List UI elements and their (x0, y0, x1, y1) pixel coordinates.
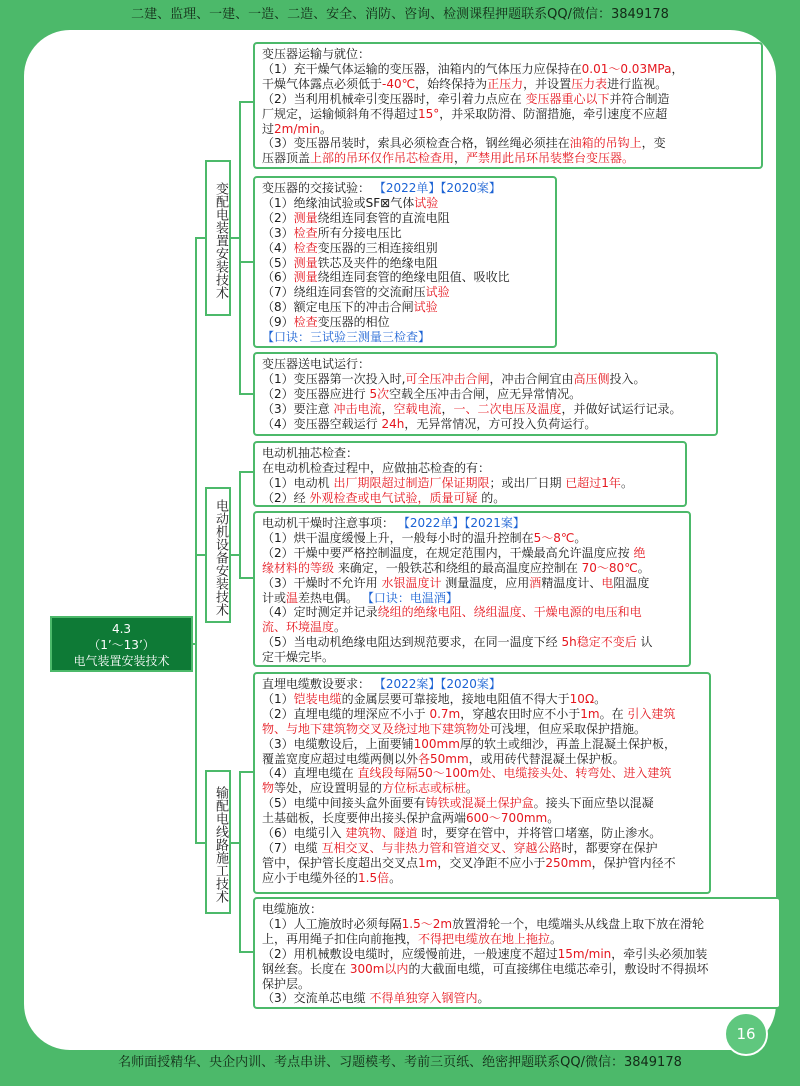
box-motor-core-inspection (253, 441, 687, 507)
note-text: （1）烘干温度缓慢上升，一般每小时的温升控制在 (262, 530, 534, 545)
note-line (262, 871, 704, 886)
note-text: （6）电缆引入 (262, 826, 346, 841)
note-text: 精温度计、 (541, 575, 602, 590)
note-text: （1）绝缘油试验或SF (262, 195, 381, 210)
box-motor-drying (253, 511, 691, 667)
note-line (262, 446, 680, 461)
note-text: （5） (262, 255, 294, 270)
highlight-text: 1m (580, 706, 600, 721)
connector-c3-b6 (231, 772, 253, 843)
note-line (262, 576, 684, 591)
note-text: （1）电动机 (262, 475, 334, 490)
box-transformer-handover-test (253, 176, 557, 348)
connector-root-c2 (196, 555, 205, 644)
highlight-text: 检查 (293, 315, 318, 330)
note-text: ， (441, 401, 454, 416)
note-text: 计或 (262, 590, 287, 605)
note-text: （7）绕组连同套管的交流耐压 (262, 285, 426, 300)
highlight-text: 100mm (413, 736, 460, 751)
highlight-text: 测量 (293, 210, 318, 225)
note-line (262, 605, 684, 620)
highlight-text: 空载电流 (393, 401, 442, 416)
highlight-text: 15m/min (557, 946, 612, 961)
note-line (262, 977, 774, 992)
note-line (262, 417, 711, 432)
note-text: ，交叉净距不应小于 (437, 855, 546, 870)
box-cable-laying (253, 897, 781, 1009)
note-text: 并符合制造 (609, 91, 670, 106)
note-line (262, 387, 711, 402)
note-line (262, 491, 680, 506)
highlight-text: 铠装电缆 (293, 691, 342, 706)
highlight-text: 物 (262, 781, 275, 796)
note-text: 压器顶盖 (262, 151, 311, 166)
note-text: （2）经 (262, 490, 310, 505)
highlight-text: 250mm (545, 855, 592, 870)
category-motor-equipment: 电动机设备安装技术 (205, 487, 231, 623)
tag-text: 【口诀：三试验三测量三检查】 (262, 330, 431, 345)
note-line (262, 707, 704, 722)
category-power-line-construction: 输配电线路施工技术 (205, 770, 231, 914)
highlight-text: 温 (286, 590, 299, 605)
highlight-text: 方位标志或标桩 (382, 781, 467, 796)
note-line (262, 516, 684, 531)
highlight-text: 试验 (413, 300, 438, 315)
highlight-text: 300m以内 (349, 961, 409, 976)
highlight-text: 各50mm (418, 751, 469, 766)
root-section-number: 4.3 (111, 622, 132, 636)
note-text: 干燥气体露点必须低于 (262, 76, 383, 91)
highlight-text: 引入建筑 (627, 706, 676, 721)
note-text: 变压器的三相连接组别 (317, 240, 438, 255)
note-text: ，变 (641, 136, 666, 151)
note-text: （7）电缆 (262, 840, 322, 855)
note-line (262, 531, 684, 546)
note-text: 的大截面电缆，可直接绑住电缆芯牵引，敷设时不得损坏 (408, 961, 709, 976)
highlight-text: 物、与地下建筑物交叉及绕过地下建筑物处 (262, 721, 491, 736)
highlight-text: 1m (418, 855, 438, 870)
note-text: （3）交流单芯电缆 (262, 991, 370, 1006)
note-text: 认 (636, 635, 653, 650)
note-text: （4） (262, 240, 294, 255)
highlight-text: 出厂期限超过制造厂保证期限 (333, 475, 490, 490)
note-line (262, 947, 774, 962)
connector-c2-b4 (231, 472, 253, 555)
root-score-range: （1’～13’） (88, 638, 155, 652)
note-text: 差热电偶。 (298, 590, 362, 605)
note-text: 。 (334, 620, 347, 635)
tag-text: 【2022案】【2020案】 (373, 677, 501, 691)
highlight-text: 流、环境温度 (262, 620, 335, 635)
root-node (50, 616, 193, 672)
note-text: 变压器的相位 (317, 315, 390, 330)
note-text: 变压器的交接试验： (262, 181, 374, 195)
highlight-text: 互相交叉、与非热力管和管道交叉、穿越公路 (321, 840, 562, 855)
note-text: 的金属层要可靠接地，接地电阻值不得大于 (341, 691, 570, 706)
note-text: 铁芯及夹件的绝缘电阻 (317, 255, 438, 270)
highlight-text: 压力表 (571, 76, 608, 91)
note-text: 时，都要穿在保护 (561, 840, 658, 855)
note-text: 。在 (599, 706, 628, 721)
highlight-text: 直线段每隔50～100m处、电缆接头处、转弯处、进入建筑 (357, 766, 672, 781)
highlight-text: 15° (418, 106, 440, 121)
highlight-text: 检查 (293, 240, 318, 255)
note-line (262, 136, 756, 151)
note-text: 厂规定，运输倾斜角不得超过 (262, 106, 419, 121)
highlight-text: 铸铁或混凝土保护盒 (425, 796, 534, 811)
highlight-text: 外观检查或电气试验，质量可疑 (309, 490, 478, 505)
note-line (262, 781, 704, 796)
note-text: ，并做好试运行记录。 (561, 401, 682, 416)
note-text: （2）干燥中要严格控制温度，在规定范围内，干燥最高允许温度应按 (262, 545, 634, 560)
root-title: 电气装置安装技术 (73, 654, 170, 668)
note-line (262, 62, 756, 77)
note-text: 等处，应设置明显的 (274, 781, 383, 796)
note-line (262, 47, 756, 62)
highlight-text: 试验 (414, 195, 439, 210)
note-text: （1）人工施放时必须每隔 (262, 916, 402, 931)
note-line (262, 811, 704, 826)
highlight-text: 5h稳定不变后 (561, 635, 637, 650)
note-line (262, 841, 704, 856)
note-text: ；或出厂日期 (489, 475, 566, 490)
highlight-text: 5～8℃ (533, 530, 575, 545)
note-text: 电动机干燥时注意事项： (262, 516, 398, 530)
note-line (262, 181, 550, 196)
highlight-text: 绝 (633, 545, 646, 560)
note-text: 。接头下面应垫以混凝 (533, 796, 654, 811)
note-line (262, 107, 756, 122)
note-text: 过 (262, 121, 275, 136)
note-text: （1） (262, 691, 294, 706)
note-text: ，穿越农田时应不小于 (460, 706, 581, 721)
highlight-text: 测量 (293, 255, 318, 270)
note-text: 电缆施放： (262, 902, 323, 916)
highlight-text: 正压力 (487, 76, 524, 91)
note-line (262, 270, 550, 285)
highlight-text: 试验 (425, 285, 450, 300)
note-line (262, 196, 550, 211)
note-line (262, 402, 711, 417)
note-text: ⊠ (380, 195, 391, 210)
note-text: （3）干燥时不允许用 (262, 575, 382, 590)
highlight-text: 测量 (293, 270, 318, 285)
note-text: 绕组连同套管的绝缘电阻值、吸收比 (317, 270, 510, 285)
highlight-text: 一、二次电压及温度 (453, 401, 562, 416)
note-text: 上，再用绳子扣住向前拖拽， (262, 931, 419, 946)
note-line (262, 650, 684, 665)
note-text: （4）直埋电缆在 (262, 766, 358, 781)
highlight-text: 上部的吊环仅作吊芯检查用 (310, 151, 455, 166)
note-text: （2）变压器应进行 (262, 386, 370, 401)
highlight-text: 酒 (529, 575, 542, 590)
note-text: 直埋电缆敷设要求： (262, 677, 374, 691)
note-text: 所有分接电压比 (317, 225, 402, 240)
note-text: 钢丝套。长度在 (262, 961, 350, 976)
note-text: （3） (262, 225, 294, 240)
note-text: 绕组连同套管的直流电阻 (317, 210, 450, 225)
tag-text: 【口诀：电温酒】 (361, 590, 458, 605)
note-line (262, 766, 704, 781)
note-text: 变压器运输与就位： (262, 47, 371, 61)
note-text: （6） (262, 270, 294, 285)
highlight-text: 不得把电缆放在地上拖拉 (418, 931, 551, 946)
page-number-badge: 16 (724, 1012, 768, 1056)
note-line (262, 917, 774, 932)
note-line (262, 122, 756, 137)
note-line (262, 620, 684, 635)
note-line (262, 211, 550, 226)
note-text: 。 (594, 691, 607, 706)
note-text: （1）充干燥气体运输的变压器，油箱内的气体压力应保持在 (262, 61, 582, 76)
note-line (262, 561, 684, 576)
highlight-text: 冲击电流 (333, 401, 382, 416)
note-text: 的。 (477, 490, 506, 505)
note-text: （5）当电动机绝缘电阻达到规范要求，在同一温度下经 (262, 635, 562, 650)
note-text: ，或用砖代替混凝土保护板。 (468, 751, 625, 766)
note-text: 定干燥完毕。 (262, 650, 335, 665)
note-line (262, 991, 774, 1006)
note-line (262, 77, 756, 92)
note-text: 气体 (390, 195, 415, 210)
connector-c1-b2 (240, 238, 253, 262)
note-text: ，始终保持为 (415, 76, 488, 91)
note-text: ， (381, 401, 394, 416)
note-line (262, 285, 550, 300)
note-text: 时，要穿在管中，并将管口堵塞，防止渗水。 (417, 826, 662, 841)
tag-text: 【2022单】【2021案】 (397, 516, 525, 530)
note-line (262, 856, 704, 871)
highlight-text: 高压侧 (573, 371, 610, 386)
note-text: 。 (477, 991, 490, 1006)
note-text: （2） (262, 210, 294, 225)
header-banner: 二建、监理、一建、一造、二造、安全、消防、咨询、检测课程押题联系QQ/微信：3849178 (131, 7, 669, 22)
note-line (262, 92, 756, 107)
note-text: 应小于电缆外径的 (262, 870, 359, 885)
highlight-text: 0.01～0.03MPa (581, 61, 672, 76)
highlight-text: 电 (601, 575, 614, 590)
note-text: （1）变压器第一次投入时, (262, 371, 406, 386)
highlight-text: 变压器重心以下 (525, 91, 610, 106)
note-text: （5）电缆中间接头盒外面要有 (262, 796, 426, 811)
highlight-text: 5次 (369, 386, 390, 401)
highlight-text: 70～80℃ (581, 560, 638, 575)
note-text: ，无异常情况，方可投入负荷运行。 (404, 416, 597, 431)
note-line (262, 330, 550, 345)
note-line (262, 902, 774, 917)
note-text: 变压器送电试运行： (262, 357, 371, 371)
footer-banner: 名师面授精华、央企内训、考点串讲、习题模考、考前三页纸、绝密押题联系QQ/微信：3849178 (118, 1055, 682, 1070)
note-text: （2）用机械敷设电缆时，应缓慢前进，一般速度不超过 (262, 946, 558, 961)
connector-c1-b1 (231, 102, 253, 238)
highlight-text: 2m/min (274, 121, 321, 136)
highlight-text: 24h (381, 416, 405, 431)
highlight-text: 检查 (293, 225, 318, 240)
note-line (262, 677, 704, 692)
note-line (262, 300, 550, 315)
highlight-text: 600～700mm (466, 811, 548, 826)
note-line (262, 962, 774, 977)
connector-c2-b5 (240, 555, 253, 578)
note-text: 投入。 (609, 371, 646, 386)
highlight-text: 1.5～2m (401, 916, 453, 931)
note-text: （9） (262, 315, 294, 330)
highlight-text: -40℃ (382, 76, 416, 91)
highlight-text: 可全压冲击合闸 (405, 371, 490, 386)
note-text: ，并设置 (523, 76, 572, 91)
note-line (262, 826, 704, 841)
note-line (262, 476, 680, 491)
note-text: 。 (637, 560, 650, 575)
highlight-text: 10Ω (569, 691, 595, 706)
note-line (262, 315, 550, 330)
note-text: ，牵引头必须加装 (611, 946, 708, 961)
note-text: ，冲击合闸宜由 (489, 371, 574, 386)
highlight-text: 缘材料的等级 (262, 560, 335, 575)
note-line (262, 256, 550, 271)
note-line (262, 796, 704, 811)
note-text: 可浅埋，但应采取保护措施。 (490, 721, 647, 736)
note-text: 。 (466, 781, 479, 796)
highlight-text: 0.7m (429, 706, 461, 721)
note-text: 。 (620, 475, 633, 490)
note-text: ， (454, 151, 467, 166)
note-text: 来确定，一般铁芯和绕组的最高温度应控制在 (334, 560, 582, 575)
category-substation-equipment: 变配电装置安装技术 (205, 160, 231, 316)
highlight-text: 不得单独穿入钢管内 (369, 991, 478, 1006)
note-line (262, 635, 684, 650)
note-text: 。 (550, 931, 563, 946)
note-text: 厚的软土或细沙，再盖上混凝土保护板， (459, 736, 676, 751)
note-text: 。 (574, 530, 587, 545)
note-text: 管中，保护管长度超出交叉点 (262, 855, 419, 870)
note-text: 电动机抽芯检查： (262, 446, 359, 460)
box-transformer-energizing (253, 352, 718, 436)
highlight-text: 严禁用此吊环吊装整台变压器。 (466, 151, 635, 166)
note-text: 。 (389, 870, 402, 885)
note-text: ，保护管内径不 (591, 855, 676, 870)
connector-root-c1 (193, 238, 205, 644)
note-text: ， (671, 61, 684, 76)
highlight-text: 1.5倍 (358, 870, 390, 885)
note-line (262, 546, 684, 561)
note-line (262, 357, 711, 372)
note-text: （4）定时测定并记录 (262, 605, 378, 620)
note-text: ，并采取防滑、防溜措施，牵引速度不应超 (439, 106, 668, 121)
highlight-text: 建筑物、隧道 (345, 826, 418, 841)
note-line (262, 737, 704, 752)
note-line (262, 226, 550, 241)
note-text: 。 (547, 811, 560, 826)
box-transformer-transport (253, 42, 763, 169)
note-text: 阻温度 (613, 575, 650, 590)
note-text: 。 (320, 121, 333, 136)
note-text: 进行监视。 (607, 76, 668, 91)
note-text: （8）额定电压下的冲击合闸 (262, 300, 414, 315)
note-text: （4）变压器空载运行 (262, 416, 382, 431)
connector-root-c3 (196, 644, 205, 843)
note-text: （2）直埋电缆的埋深应不小于 (262, 706, 430, 721)
note-text: （3）电缆敷设后，上面要铺 (262, 736, 414, 751)
note-text: 在电动机检查过程中，应做抽芯检查的有： (262, 460, 491, 475)
box-direct-buried-cable (253, 672, 711, 894)
highlight-text: 绕组的绝缘电阻、绕组温度、干燥电源的电压和电 (377, 605, 642, 620)
highlight-text: 已超过1年 (565, 475, 621, 490)
connector-c3-b7 (240, 843, 253, 952)
highlight-text: 水银温度计 (381, 575, 442, 590)
note-text: 放置滑轮一个，电缆端头从线盘上取下放在滑轮 (452, 916, 705, 931)
note-text: 保护层。 (262, 976, 311, 991)
note-line (262, 932, 774, 947)
note-text: （2）当利用机械牵引变压器时，牵引着力点应在 (262, 91, 526, 106)
highlight-text: 油箱的吊钩上 (569, 136, 642, 151)
note-text: 空载全压冲击合闸，应无异常情况。 (389, 386, 582, 401)
note-line (262, 461, 680, 476)
note-line (262, 372, 711, 387)
note-text: 测量温度，应用 (441, 575, 530, 590)
note-line (262, 151, 756, 166)
note-line (262, 241, 550, 256)
note-text: 覆盖宽度应超过电缆两侧以外 (262, 751, 419, 766)
note-line (262, 722, 704, 737)
note-text: （3）变压器吊装时，索具必须检查合格，钢丝绳必须挂在 (262, 136, 570, 151)
note-line (262, 692, 704, 707)
note-text: （3）要注意 (262, 401, 334, 416)
note-text: 土基础板，长度要伸出接头保护盒两端 (262, 811, 467, 826)
note-line (262, 591, 684, 606)
note-line (262, 752, 704, 767)
tag-text: 【2022单】【2020案】 (373, 181, 501, 195)
